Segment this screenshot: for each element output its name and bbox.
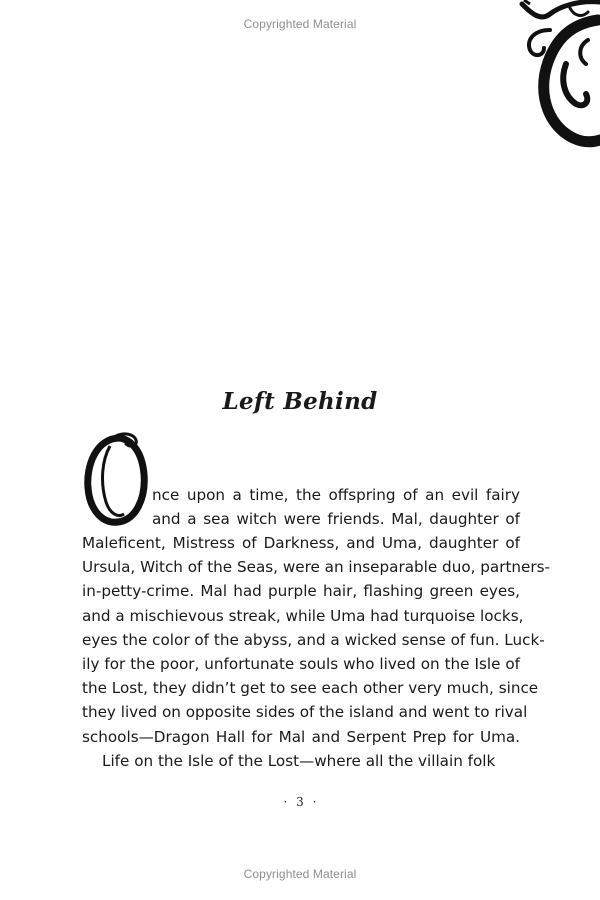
paragraph-2-first-line: Life on the Isle of the Lost—where all the villain folk (102, 751, 496, 770)
text-line: Ursula, Witch of the Seas, were an inseparable duo, partners- (82, 558, 551, 577)
text-line: in-petty-crime. Mal had purple hair, flashing green eyes, (82, 582, 520, 601)
text-line: ily for the poor, unfortunate souls who lived on the Isle of (82, 654, 520, 673)
text-line: and a sea witch were friends. Mal, daughter of (152, 510, 520, 529)
paragraph-1-body (82, 531, 551, 773)
copyright-watermark-bottom: Copyrighted Material (243, 867, 357, 881)
page-number-ornament-right: · (312, 795, 317, 809)
paragraph-1-opening-lines (152, 483, 520, 531)
text-line: and a mischievous streak, while Uma had turquoise locks, (82, 606, 524, 625)
page-number (0, 795, 600, 809)
page-number-ornament-left: · (283, 795, 288, 809)
text-line: eyes the color of the abyss, and a wicked sense of fun. Luck- (82, 630, 545, 649)
chapter-title: Left Behind (222, 388, 378, 415)
page-number-value: 3 (296, 795, 304, 809)
copyright-watermark-top: Copyrighted Material (243, 17, 357, 31)
text-line: they lived on opposite sides of the island and went to rival (82, 703, 528, 722)
text-line: Maleficent, Mistress of Darkness, and Uma, daughter of (82, 534, 520, 552)
text-line: the Lost, they didn’t get to see each other very much, since (82, 679, 539, 698)
text-line: nce upon a time, the offspring of an evil fairy (152, 486, 520, 504)
text-line: schools—Dragon Hall for Mal and Serpent Prep for Uma. (82, 727, 520, 746)
swirl-vine-ornament (470, 0, 600, 150)
drop-cap-letter (80, 432, 152, 528)
